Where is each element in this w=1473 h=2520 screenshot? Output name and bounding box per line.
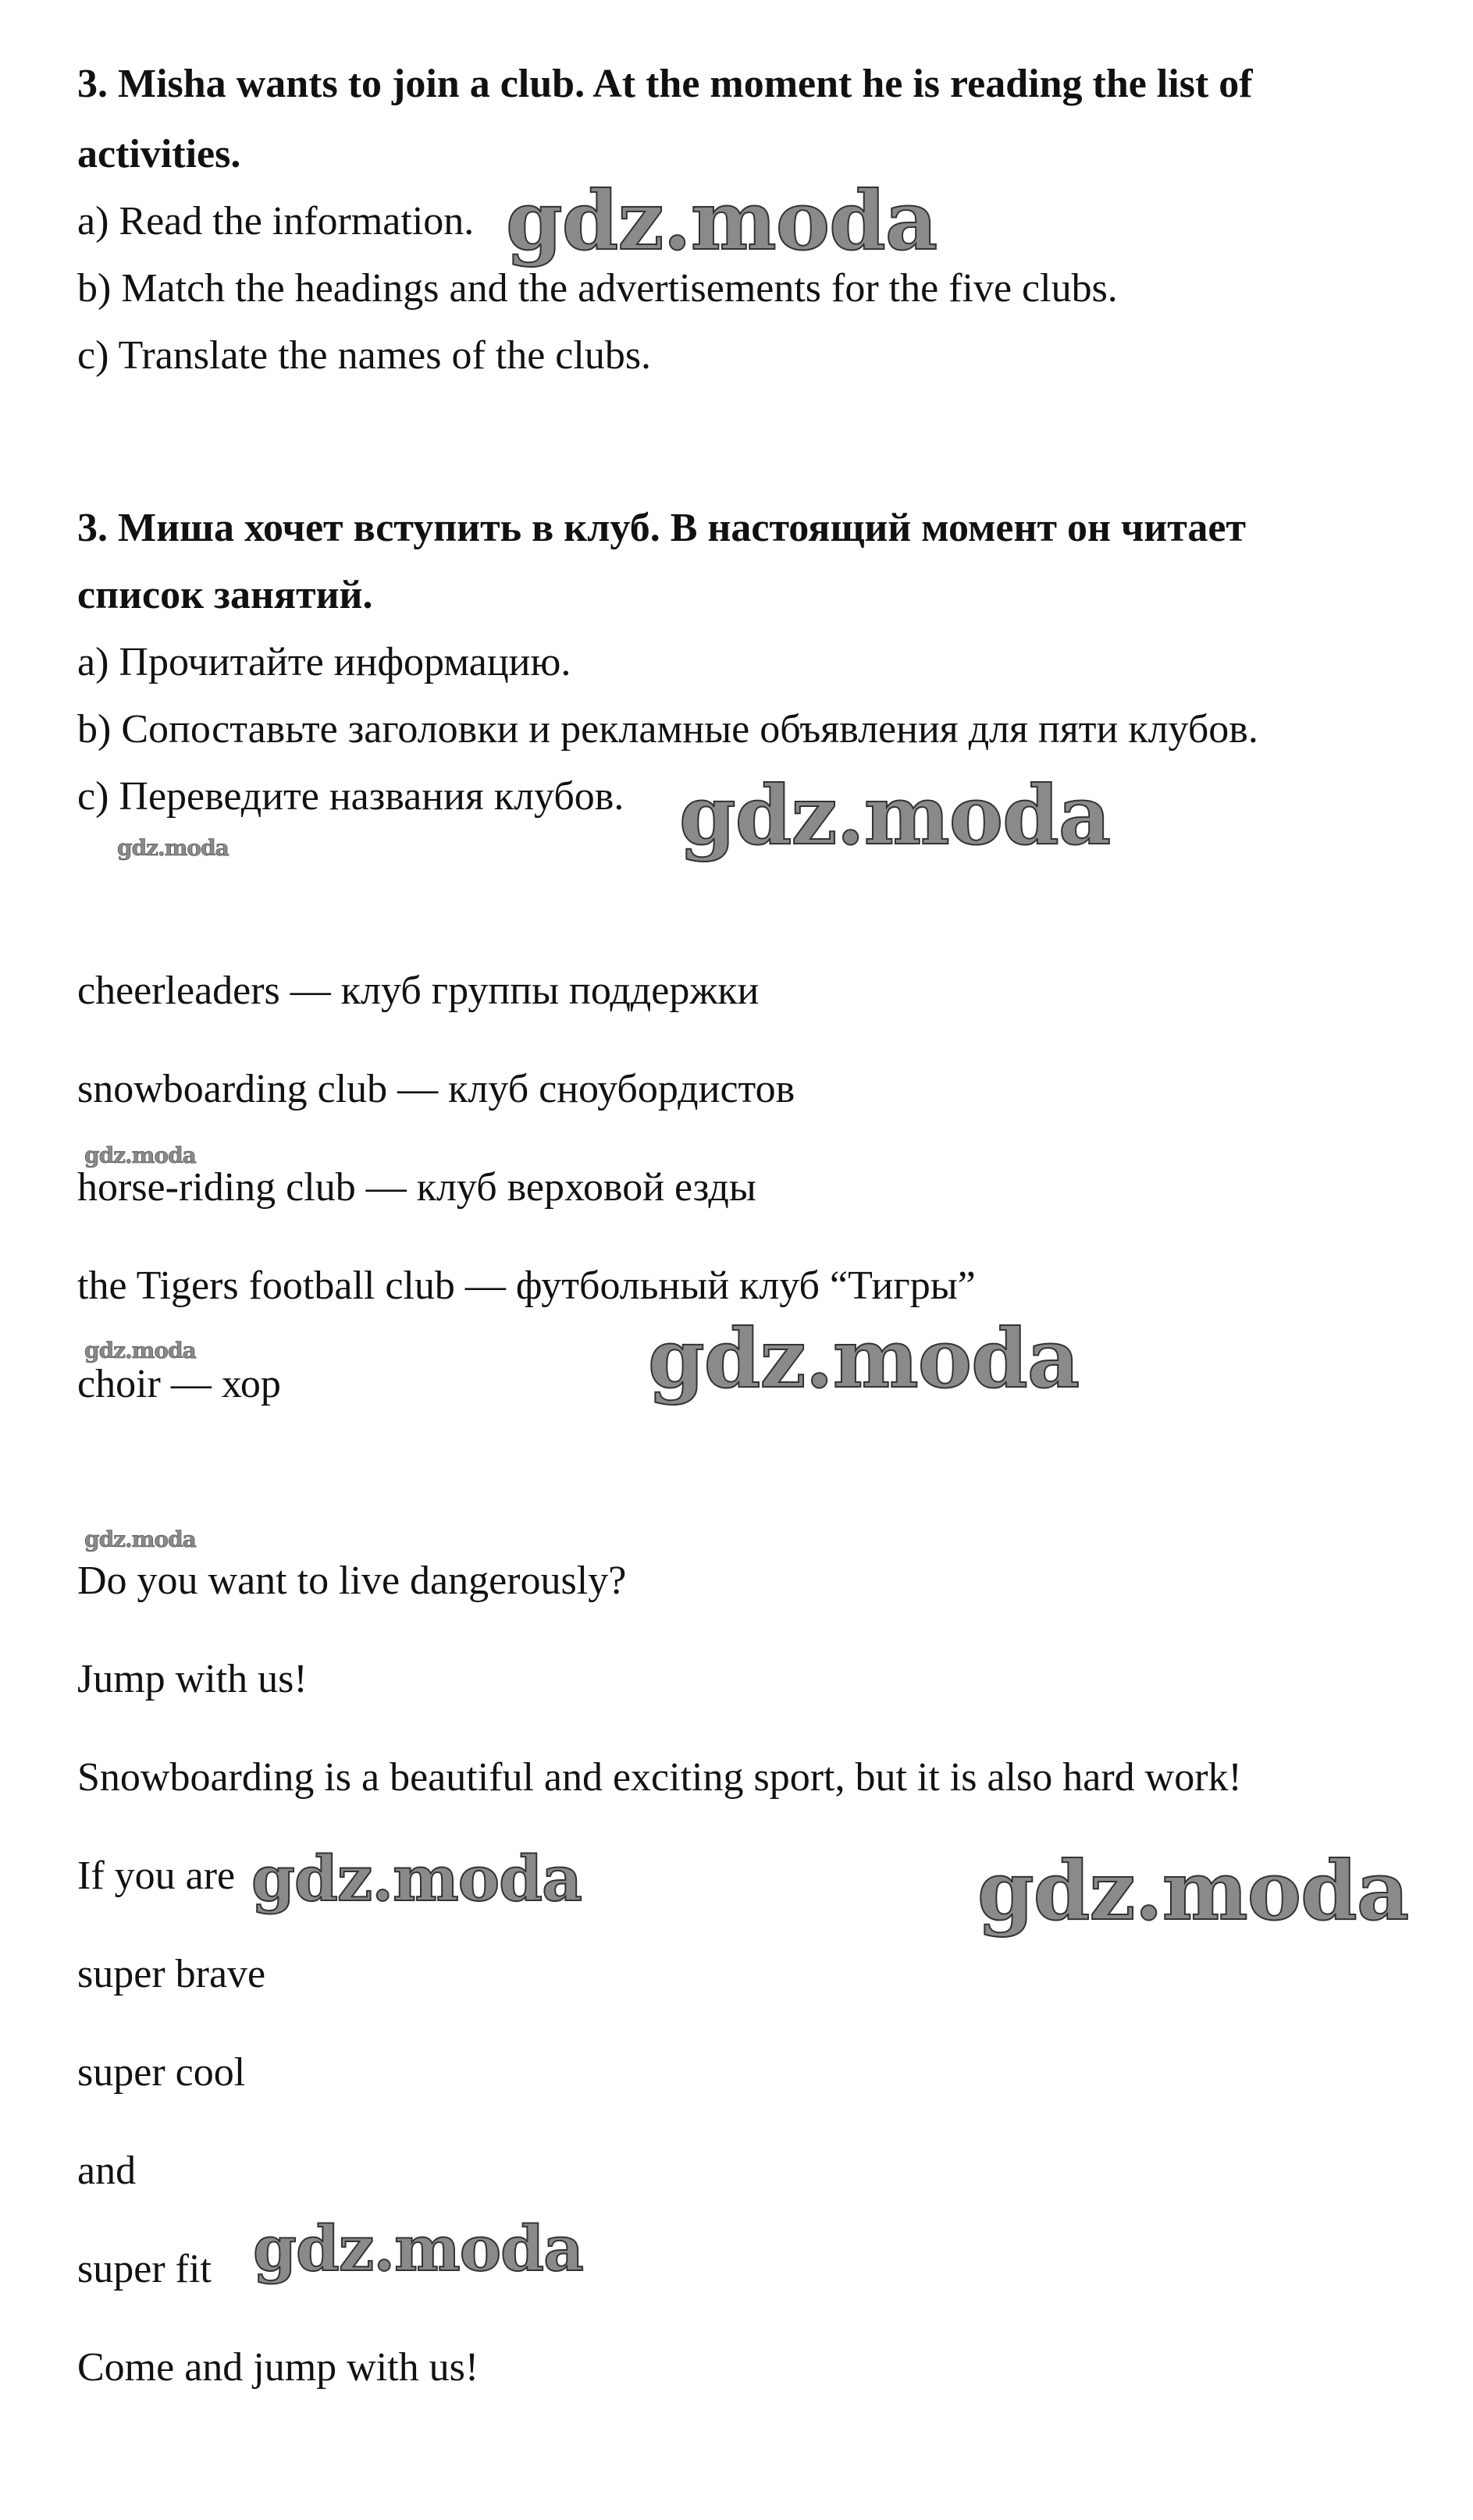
russian-task-heading-line2: список занятий. [77,573,373,617]
ad-line-if-you-are: If you are [77,1854,236,1898]
english-task-heading-line1: 3. Misha wants to join a club. At the moment he is reading the list of [77,62,1253,106]
ad-line-and: and [77,2149,137,2193]
watermark-logo: gdz.moda [84,1338,196,1363]
club-translation-choir: choir — хор [77,1362,281,1406]
english-task-item-b: b) Match the headings and the advertisements for the five clubs. [77,266,1118,311]
ad-line-super-fit: super fit [77,2247,212,2291]
ad-line-description: Snowboarding is a beautiful and exciting sport, but it is also hard work! [77,1755,1242,1800]
russian-task-heading-line1: 3. Миша хочет вступить в клуб. В настоящий момент он читает [77,506,1247,550]
watermark-logo: gdz.moda [977,1843,1409,1939]
english-task-item-c: c) Translate the names of the clubs. [77,333,652,378]
ad-line-super-brave: super brave [77,1952,266,1996]
club-translation-football: the Tigers football club — футбольный клуб “Тигры” [77,1264,976,1308]
english-task-item-a: a) Read the information. [77,199,475,243]
watermark-logo: gdz.moda [648,1310,1080,1406]
russian-task-item-a: a) Прочитайте информацию. [77,640,571,684]
club-translation-cheerleaders: cheerleaders — клуб группы поддержки [77,969,760,1013]
watermark-logo: gdz.moda [506,172,938,268]
watermark-logo: gdz.moda [253,2212,583,2285]
russian-task-item-c: c) Переведите названия клубов. [77,774,624,819]
russian-task-item-b: b) Сопоставьте заголовки и рекламные объявления для пяти клубов. [77,707,1258,752]
club-translation-horse-riding: horse-riding club — клуб верховой езды [77,1165,756,1210]
watermark-logo: gdz.moda [679,767,1111,863]
club-translation-snowboarding: snowboarding club — клуб сноубордистов [77,1067,795,1111]
watermark-logo: gdz.moda [251,1842,582,1915]
watermark-logo: gdz.moda [84,1143,196,1168]
watermark-logo: gdz.moda [84,1527,196,1552]
ad-line-super-cool: super cool [77,2050,246,2095]
english-task-heading-line2: activities. [77,132,241,176]
watermark-logo: gdz.moda [117,835,229,861]
ad-line-come-and-jump: Come and jump with us! [77,2345,479,2390]
ad-line-jump: Jump with us! [77,1657,308,1701]
ad-line-question: Do you want to live dangerously? [77,1559,627,1603]
